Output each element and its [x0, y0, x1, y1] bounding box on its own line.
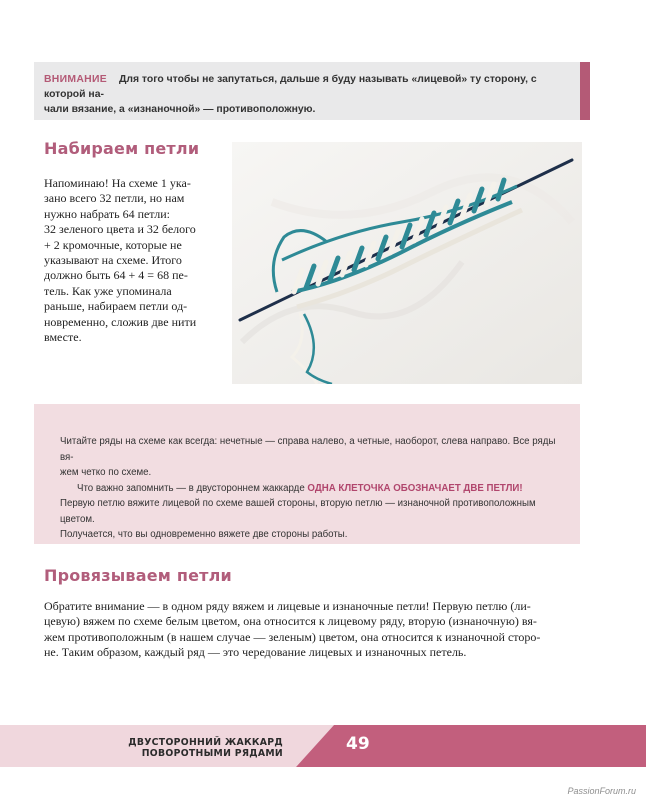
intro-line: раньше, набираем петли од-: [44, 299, 188, 314]
notice-line-2: чали вязание, а «изнаночной» — противоположную.: [44, 104, 316, 115]
main-paragraph: [44, 599, 584, 661]
main-line: Обратите внимание — в одном ряду вяжем и лицевые и изнаночные петли! Первую петлю (ли-: [44, 599, 531, 613]
tip-box: [34, 404, 580, 544]
footer-chapter-title: ДВУСТОРОННИЙ ЖАККАРД ПОВОРОТНЫМИ РЯДАМИ: [128, 737, 283, 759]
section-heading-knit-stitches: Провязываем петли: [44, 566, 232, 585]
knitting-illustration: [232, 142, 582, 384]
notice-accent-bar: [580, 62, 590, 120]
intro-line: + 2 кромочные, которые не: [44, 237, 182, 252]
page-number: 49: [346, 734, 370, 754]
main-line: не. Таким образом, каждый ряд — это чередование лицевых и изнаночных петель.: [44, 645, 467, 660]
intro-line: указывают на схеме. Итого: [44, 253, 182, 268]
intro-line: тель. Как уже упоминала: [44, 283, 172, 298]
tip-line: Читайте ряды на схеме как всегда: нечетные — справа налево, а четные, наоборот, слева направо. Все ряды вя-: [60, 436, 556, 463]
notice-line-1: ВНИМАНИЕ Для того чтобы не запутаться, дальше я буду называть «лицевой» ту сторону, с которой на-: [44, 74, 537, 100]
intro-line: вместе.: [44, 330, 82, 345]
intro-line: 32 зеленого цвета и 32 белого: [44, 222, 196, 237]
main-line: цевую) вяжем по схеме белым цветом, она относится к лицевому ряду, вторую (изнаночную) вя-: [44, 614, 537, 629]
section-heading-cast-on: Набираем петли: [44, 139, 200, 158]
knitting-photo: [232, 142, 582, 384]
main-line: жем противоположным (в нашем случае — зеленым) цветом, она относится к изнаночной сторо-: [44, 629, 541, 644]
tip-highlight: ОДНА КЛЕТОЧКА ОБОЗНАЧАЕТ ДВЕ ПЕТЛИ!: [307, 482, 523, 494]
intro-line: зано всего 32 петли, но нам: [44, 191, 185, 206]
intro-line: новременно, сложив две нити: [44, 314, 197, 329]
tip-line: Получается, что вы одновременно вяжете две стороны работы.: [60, 529, 348, 540]
footer-band-shapes: [0, 725, 646, 767]
intro-paragraph: [44, 176, 222, 345]
intro-line: должно быть 64 + 4 = 68 пе-: [44, 268, 188, 283]
footer-band: [0, 725, 646, 767]
intro-line: нужно набрать 64 петли:: [44, 206, 170, 221]
tip-line: жем четко по схеме.: [60, 467, 152, 478]
intro-line: Напоминаю! На схеме 1 ука-: [44, 176, 191, 190]
tip-line: Первую петлю вяжите лицевой по схеме вашей стороны, вторую петлю — изнаночной противоположным цветом.: [60, 498, 536, 525]
tip-line-important: Что важно запомнить — в двустороннем жаккарде ОДНА КЛЕТОЧКА ОБОЗНАЧАЕТ ДВЕ ПЕТЛИ!: [77, 482, 523, 494]
watermark: PassionForum.ru: [567, 786, 636, 796]
notice-keyword: ВНИМАНИЕ: [44, 74, 107, 85]
notice-box: [34, 62, 580, 120]
